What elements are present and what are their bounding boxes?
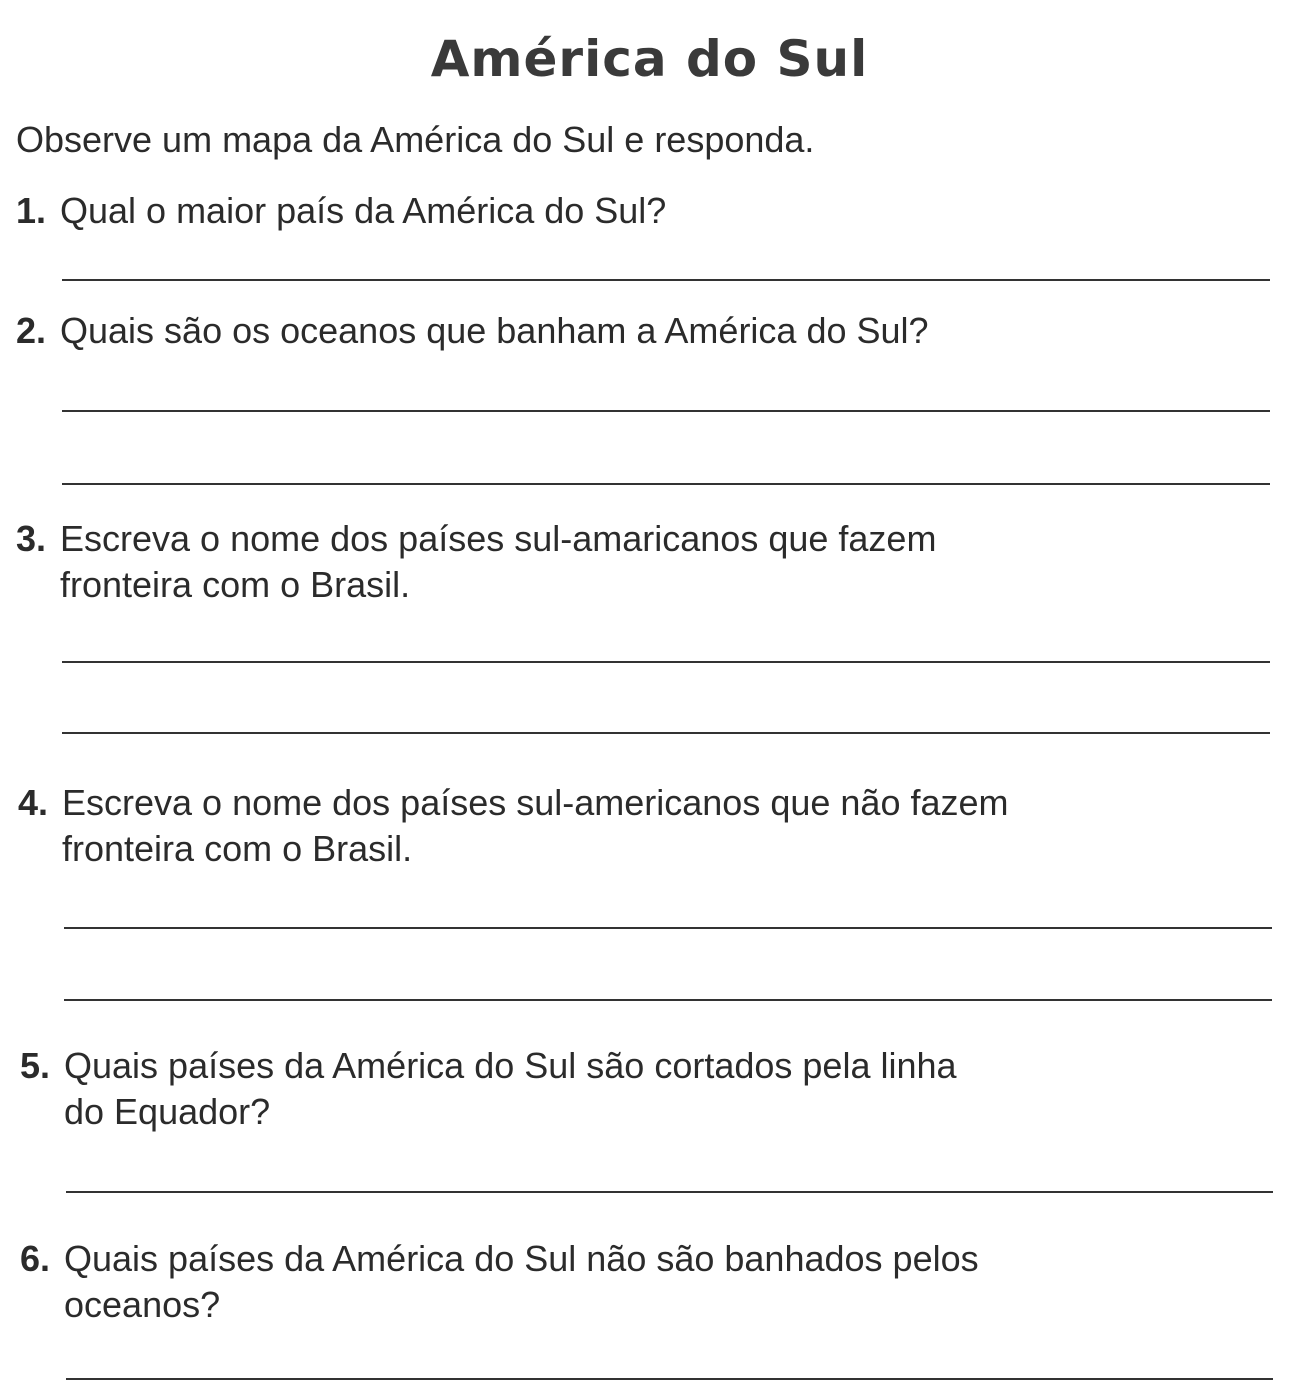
question-4 — [18, 780, 1218, 872]
answer-line[interactable] — [66, 1191, 1273, 1193]
question-2 — [16, 308, 1216, 354]
question-3 — [16, 516, 1216, 608]
instructions: Observe um mapa da América do Sul e responda. — [16, 119, 815, 160]
question-1 — [16, 188, 1216, 234]
question-number: 1. — [16, 190, 47, 231]
question-text: Escreva o nome dos países sul-americanos que não fazem — [62, 782, 1009, 823]
question-number: 4. — [18, 782, 49, 823]
answer-line[interactable] — [64, 999, 1272, 1001]
question-text: Quais países da América do Sul não são banhados pelos — [64, 1238, 979, 1279]
question-6 — [20, 1236, 1220, 1328]
answer-line[interactable] — [62, 279, 1270, 281]
answer-line[interactable] — [62, 732, 1270, 734]
question-text: Quais países da América do Sul são cortados pela linha — [64, 1045, 957, 1086]
answer-line[interactable] — [64, 927, 1272, 929]
question-5 — [20, 1043, 1220, 1135]
question-text-continued: fronteira com o Brasil. — [60, 564, 411, 605]
question-text: Quais são os oceanos que banham a América do Sul? — [60, 310, 929, 351]
question-number: 6. — [20, 1238, 51, 1279]
question-text: Escreva o nome dos países sul-amaricanos que fazem — [60, 518, 937, 559]
answer-line[interactable] — [66, 1378, 1273, 1380]
question-number: 2. — [16, 310, 47, 351]
question-text-continued: fronteira com o Brasil. — [62, 828, 413, 869]
answer-line[interactable] — [62, 483, 1270, 485]
question-text-continued: oceanos? — [64, 1284, 221, 1325]
question-number: 5. — [20, 1045, 51, 1086]
answer-line[interactable] — [62, 410, 1270, 412]
question-text: Qual o maior país da América do Sul? — [60, 190, 667, 231]
worksheet-title: América do Sul — [430, 30, 869, 88]
question-number: 3. — [16, 518, 47, 559]
answer-line[interactable] — [62, 661, 1270, 663]
question-text-continued: do Equador? — [64, 1091, 271, 1132]
